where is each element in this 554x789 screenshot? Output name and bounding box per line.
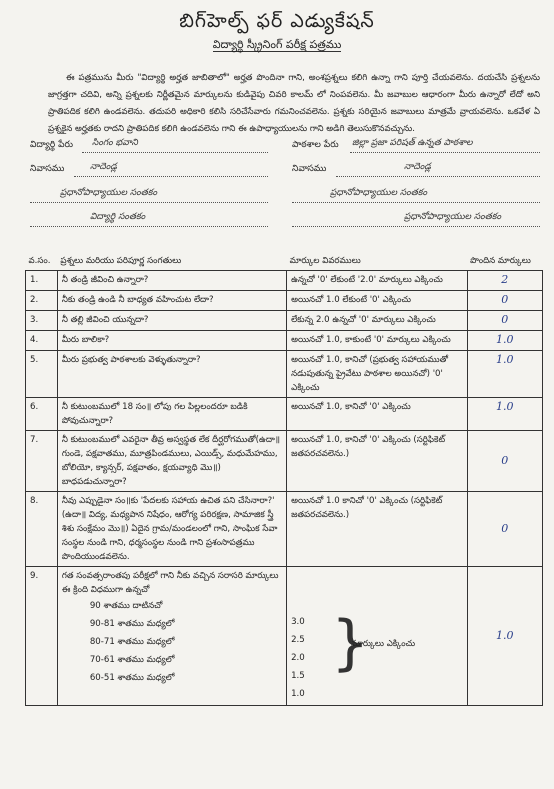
signature-right-2[interactable]: ప్రధానోపాధ్యాయుల సంతకం [404,212,502,222]
row-question: నీ తండ్రి జీవించి ఉన్నారా? [57,271,286,291]
col-marks-detail: మార్కుల వివరములు [289,256,361,266]
handwritten-mark: 0 [501,313,509,326]
form-title: బిగ్‌హెల్ప్ ఫర్ ఎడ్యుకేషన్ [179,10,375,32]
table-row [26,492,543,567]
row-marks-obtained[interactable] [467,331,542,351]
table-row [26,398,543,431]
village-label: నివాసము [30,164,65,174]
table-header [26,254,543,271]
row-marks-detail: అయినచో 1.0, కానిచో '0' ఎక్కించు [287,398,468,431]
question-text: గత సంవత్సరాంతపు పరీక్షలో గాని నీకు వచ్చిన సరాసరి మార్కులు ఈ క్రింది విధముగా ఉన్నచో [61,571,279,595]
row-number: 8. [26,492,58,567]
row-question: నీ తల్లి జీవించి యున్నదా? [57,311,286,331]
handwritten-mark: 1.0 [496,353,514,366]
row-number: 7. [26,431,58,492]
table-row [26,291,543,311]
instructions-text: ఈ పత్రమును మీరు "విద్యార్థి అర్హత జాబితాలో" అర్హత పొందినా గాని, అంశప్రశ్నలు కలిగి ఉన్నా గాని పూర్తి చేయవలెను. దయచేసి ప్రశ్నలను జాగ్రత్తగా చదివి, అన్ని ప్రశ్నలకు నిర్ణీతమైన మార్కులను కుడివైపు చివరి కాలమ్ లో నింపవలెను. మీ జవాబుల ఆధారంగా మీరు ఉన్నారో లేదో అని ప్రాతిపదిక కలిగి ఉండవలెను. తదుపరి అధికారి కలిసి సరిచేసేవారు గమనించవలెను. ప్రశ్నకు సరియైన జవాబులు మాత్రమే వ్రాయవలెను. ఒకవేళ ఏ ప్రశ్నకైన అర్హతకు రాదని ప్రాతిపదిక కలిగి ఉండవలెను గాని ఈ ఉపాధ్యాయులను గాని అడిగి తెలుసుకొనవచ్చును. [48,73,540,134]
school-name-value[interactable]: జిల్లా ప్రజా పరిషత్ ఉన్నత పాఠశాల [352,138,473,148]
village-row [30,164,540,186]
row-marks-obtained[interactable] [467,398,542,431]
row-number: 5. [26,351,58,398]
row-marks-obtained[interactable] [467,492,542,567]
table-row [26,567,543,706]
row-marks-detail [287,567,468,706]
row-marks-detail: అయినచో 1.0, కానిచో '0' ఎక్కించు (సర్టిఫికెట్ జతపరచవలెను.) [287,431,468,492]
row-marks-obtained[interactable] [467,351,542,398]
row-question: మీరు ప్రభుత్వ పాఠశాలకు వెళ్ళుతున్నారా? [57,351,286,398]
col-marks-obtained: పొందిన మార్కులు [470,256,531,266]
signature-left-1[interactable]: ప్రధానోపాధ్యాయుల సంతకం [60,188,158,198]
table-row [26,271,543,291]
row-marks-detail: లేకున్న 2.0 ఉన్నచో '0' మార్కులు ఎక్కించు [287,311,468,331]
row-marks-obtained[interactable] [467,567,542,706]
handwritten-mark: 1.0 [496,400,514,413]
row-question: నీకు తండ్రి ఉండి నీ బాధ్యత వహించుట లేదా? [57,291,286,311]
range-scores [291,569,463,703]
handwritten-mark: 2 [501,273,509,286]
col-question: ప్రశ్నలు మరియు పరిపూర్ణ సంగతులు [60,256,182,266]
row-number: 3. [26,311,58,331]
name-row [30,140,540,162]
row-question: నీ కుటుంబములో ఎవరైనా తీవ్ర అస్వస్థత లేక దీర్ఘరోగముతో(ఉదా॥ గుండె, పక్షవాతము, మూత్రపిండములు, ఎయిడ్స్, మధుమేహము, బోలియో, క్యాన్సర్, పక్షవాతం, క్షయవ్యాధి మొ॥) బాధపడుచున్నారా? [57,431,286,492]
row-number: 6. [26,398,58,431]
row-question: మీరు బాలికా? [57,331,286,351]
row-number: 2. [26,291,58,311]
row-marks-detail: అయినచో 1.0, కాకుంటే '0' మార్కులు ఎక్కించు [287,331,468,351]
range-label: 90 శాతము దాటినచో [89,601,163,611]
signature-left-2[interactable]: విద్యార్థి సంతకం [90,212,146,222]
student-name-label: విద్యార్థి పేరు [30,140,73,150]
brace-text: మార్కులు ఎక్కించు [351,639,416,649]
row-marks-detail: అయినచో 1.0 కానిచో '0' ఎక్కించు (సర్టిఫికెట్ జతపరచవలెను.) [287,492,468,567]
range-score: 1.0 [291,689,305,699]
table-row [26,351,543,398]
school-name-label: పాఠశాల పేరు [292,140,339,150]
range-label: 60-51 శాతము మధ్యలో [89,673,175,683]
row-marks-obtained[interactable] [467,291,542,311]
row-number: 1. [26,271,58,291]
handwritten-mark: 0 [501,293,509,306]
range-score: 2.5 [291,635,305,645]
handwritten-mark: 1.0 [496,628,514,642]
mandal-label: నివాసము [292,164,327,174]
village-value[interactable]: నాదెండ్ల [90,162,117,172]
row-marks-detail: ఉన్నచో '0' లేకుంటే '2.0' మార్కులు ఎక్కించు [287,271,468,291]
range-label: 70-61 శాతము మధ్యలో [89,655,175,665]
table-row [26,311,543,331]
range-label: 80-71 శాతము మధ్యలో [89,637,175,647]
row-number: 4. [26,331,58,351]
row-number: 9. [26,567,58,706]
screening-table [25,254,543,706]
table-row [26,431,543,492]
instructions [48,70,540,138]
brace-icon: } [331,608,370,678]
row-marks-detail: అయినచో 1.0 లేకుంటే '0' ఎక్కించు [287,291,468,311]
mandal-value[interactable]: నాదెండ్ల [404,162,431,172]
range-label: 90-81 శాతము మధ్యలో [89,619,175,629]
range-score: 1.5 [291,671,305,681]
handwritten-mark: 0 [501,521,509,535]
signature-right-1[interactable]: ప్రధానోపాధ్యాయుల సంతకం [330,188,428,198]
signature-row [30,212,540,234]
row-question: నీవు ఎప్పుడైనా సం॥కు 'పేదలకు సహాయ ఉచిత పని చేసినారా?' (ఉదా॥ విద్య, మధ్యపాన నిషేధం, ఆరోగ్య పరిరక్షణ, సామాజిక స్త్రీ శిశు సంక్షేమం మొ॥) ఏదైన గ్రామ/మండలంలో గాని, సాంఘిక సేవా సంస్థల నుండి గాని, ధర్మసంస్థల నుండి గాని ప్రశంసాపత్రము పొందియుండవలెను. [57,492,286,567]
handwritten-mark: 0 [501,453,509,467]
row-question: నీ కుటుంబములో 18 సం॥ లోపు గల పిల్లలందరూ బడికి పోవుచున్నారా? [57,398,286,431]
range-score: 3.0 [291,617,305,627]
handwritten-mark: 1.0 [496,333,514,346]
address-row [30,188,540,210]
row-marks-obtained[interactable] [467,311,542,331]
col-serial: వ.సం. [28,256,51,266]
row-marks-detail: అయినచో 1.0, కానిచో (ప్రభుత్వ సహాయముతో నడుపుతున్న ప్రైవేటు పాఠశాల అయినచో) '0' ఎక్కించు [287,351,468,398]
table-row [26,331,543,351]
row-marks-obtained[interactable] [467,431,542,492]
row-marks-obtained[interactable] [467,271,542,291]
range-score: 2.0 [291,653,305,663]
student-name-value[interactable]: సింగం భవాని [92,138,138,148]
row-question [57,567,286,706]
form-subtitle: విద్యార్థి స్క్రీనింగ్ పరీక్ష పత్రము [212,38,342,51]
